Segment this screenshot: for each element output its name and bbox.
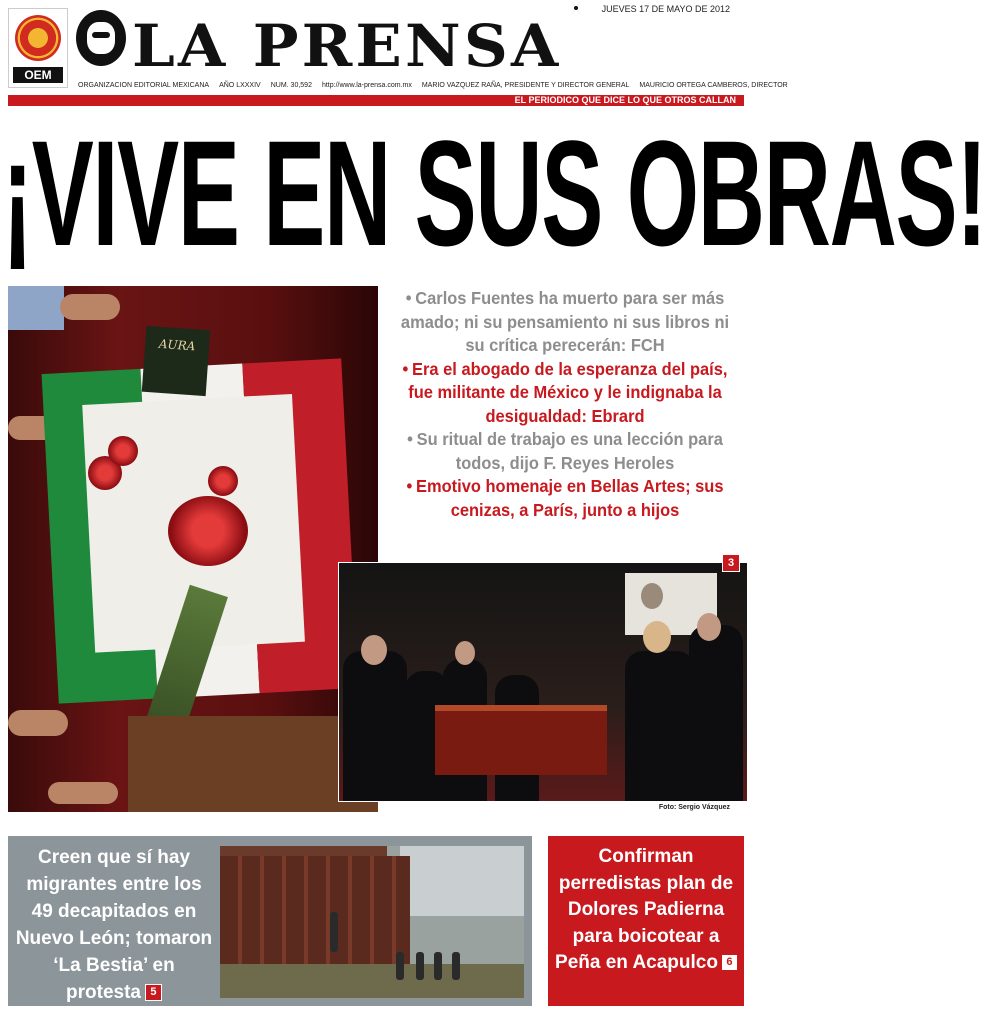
rose [208,466,238,496]
publication-info [78,82,788,89]
mourner-sleeve [8,286,64,330]
sky [400,846,524,916]
portrait-head [641,583,663,609]
bullet-item[interactable] [395,475,735,522]
rose [168,496,248,566]
mourner-face [361,635,387,665]
lion-emblem-icon [76,10,126,66]
perredistas-story-headline [552,844,740,977]
newspaper-title[interactable]: LA PRENSA [132,12,562,80]
bullet-text: Era el abogado de la esperanza del país, fue militante de México y le indignaba la desigualdad: Ebrard [408,358,728,426]
mourner-figure [343,651,407,801]
year-number: AÑO LXXXIV [219,82,261,89]
lion-face [87,22,115,54]
roses-bouquet [88,436,278,596]
migrant-figure [416,952,424,980]
coffin-flag-photo[interactable] [8,286,378,812]
migrant-figure [434,952,442,980]
bullet-item[interactable] [395,428,735,475]
sun-emblem-icon [15,15,61,61]
migrants-headline-text: Creen que sí hay migrantes entre los 49 decapitados en Nuevo León; tomaron ‘La Bestia’ en protesta [15,847,213,1003]
migrant-figure [396,952,404,980]
oem-logo-label: OEM [13,67,63,83]
oem-logo[interactable] [8,8,68,88]
freight-train-photo [220,846,524,998]
issue-number: NUM. 30,592 [270,82,312,89]
bellas-artes-tribute-photo[interactable] [338,562,748,802]
page-reference-badge[interactable]: 5 [145,984,162,1001]
website-link[interactable]: http://www.la-prensa.com.mx [321,82,412,89]
bullet-text: Su ritual de trabajo es una lección para todos, dijo F. Reyes Heroles [416,429,723,473]
mourner-face [697,613,721,641]
coffin [435,705,607,775]
mourner-face [643,621,671,653]
bullet-icon: • [405,288,412,308]
migrants-story-box[interactable] [8,836,532,1006]
bullet-text: Emotivo homenaje en Bellas Artes; sus cenizas, a París, junto a hijos [416,476,724,520]
page-reference-badge[interactable]: 3 [722,554,740,572]
mourner-face [455,641,475,665]
page-reference-badge[interactable]: 6 [722,955,737,970]
bullet-item[interactable] [395,287,735,358]
lion-eyes [92,32,110,38]
bullet-icon: • [402,358,409,379]
migrant-figure [452,952,460,980]
slogan-bar [8,95,744,106]
issue-date: JUEVES 17 DE MAYO DE 2012 [601,4,730,14]
ground [220,964,524,998]
bullet-icon: • [407,429,413,449]
president-credit: MARIO VAZQUEZ RAÑA, PRESIDENTE Y DIRECTOR GENERAL [421,82,630,89]
migrants-story-headline [14,844,214,1006]
director-credit: MAURICIO ORTEGA CAMBEROS, DIRECTOR [639,82,788,89]
slogan: EL PERIODICO QUE DICE LO QUE OTROS CALLAN [514,95,736,105]
migrant-figure [330,912,338,952]
story-bullets [384,287,746,522]
mourner-hand [48,782,118,804]
main-headline[interactable]: ¡VIVE EN SUS OBRAS! [2,109,986,277]
photo-credit: Foto: Sergio Vázquez [658,804,730,811]
aura-book [142,326,210,396]
book-title: AURA [158,336,196,354]
decorative-dot [574,6,578,10]
mourner-hand [8,710,68,736]
train-car [220,856,410,974]
bullet-item[interactable] [395,358,735,429]
perredistas-headline-text: Confirman perredistas plan de Dolores Padierna para boicotear a Peña en Acapulco [555,846,734,973]
perredistas-story-box[interactable] [548,836,744,1006]
mourner-figure [689,625,743,801]
mourner-hand [60,294,120,320]
publisher: ORGANIZACION EDITORIAL MEXICANA [78,82,210,89]
bullet-icon: • [406,476,413,496]
mourner-figure [625,651,695,801]
rose [108,436,138,466]
bullet-text: Carlos Fuentes ha muerto para ser más amado; ni su pensamiento ni sus libros ni su crítica perecerán: FCH [400,288,730,355]
